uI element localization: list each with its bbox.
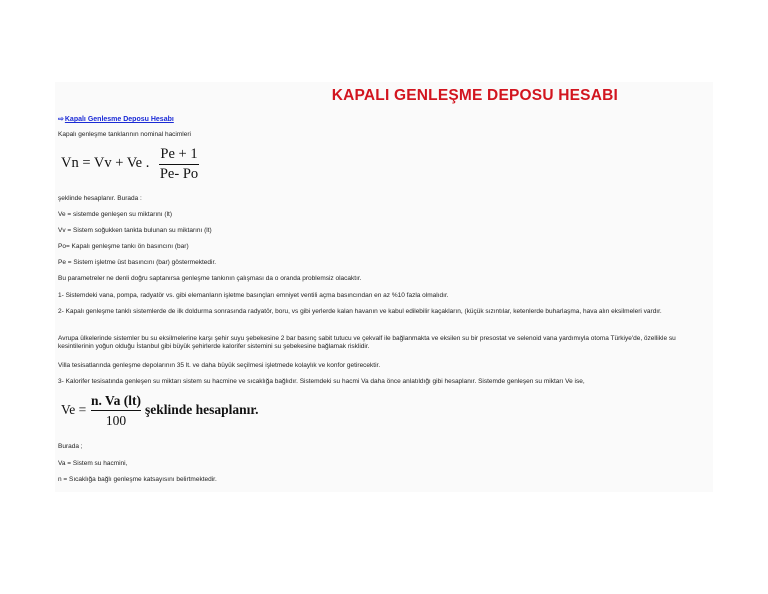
formula-lhs: Ve = <box>61 402 87 417</box>
intro-text: Kapalı genleşme tanklarının nominal hacimleri <box>58 131 191 138</box>
paragraph-line: şeklinde hesaplanır. Burada : <box>58 195 142 202</box>
formula-lhs: Vn = Vv + Ve . <box>61 155 150 171</box>
formula-fraction <box>91 393 141 429</box>
paragraph-line: n = Sıcaklığa bağlı genleşme katsayısını belirtmektedir. <box>58 476 217 483</box>
page-title: KAPALI GENLEŞME DEPOSU HESABI <box>331 87 618 104</box>
document-link[interactable] <box>58 115 174 123</box>
paragraph-line: 3- Kalorifer tesisatında genleşen su miktarı sistem su hacmine ve sıcaklığa bağlıdır. Sistemdeki su hacmi Va daha önce anlatıldığı gibi hesaplanır. Sistemde genleşen su miktarı Ve ise, <box>58 378 585 385</box>
formula-denominator: Pe- Po <box>159 166 199 182</box>
paragraph-line: Avrupa ülkelerinde sistemler bu su eksilmelerine karşı şehir suyu şebekesine 2 bar basınç sabit tutucu ve çekvalf ile bağlanmakta ve eksilen su bir presostat ve selenoid vana yardımıyla otoma Türkiye'de, özellikle su kesintilerinin yoğun olduğu İstanbul gibi büyük şehirlerde kalorifer sistemini su şebekesine bağlamak risklidir. <box>58 335 676 350</box>
formula-numerator: Pe + 1 <box>159 146 199 165</box>
paragraph-line: Bu parametreler ne denli doğru saptanırsa genleşme tankının çalışması da o oranda problemsiz olacaktır. <box>58 275 362 282</box>
paragraph-line: 1- Sistemdeki vana, pompa, radyatör vs. gibi elemanların işletme basınçları emniyet ventili açma basıncından en az %10 fazla olmalıdır. <box>58 292 449 299</box>
formula-numerator: n. Va (lt) <box>91 393 141 411</box>
formula-rhs: şeklinde hesaplanır. <box>145 402 259 417</box>
paragraph-line: Villa tesisatlarında genleşme depolarının 35 lt. ve daha büyük seçilmesi işletmede kolaylık ve konfor getirecektir. <box>58 362 381 369</box>
formula-denominator: 100 <box>105 413 127 428</box>
paragraph-line: Burada ; <box>58 443 83 450</box>
arrow-right-icon: ⇨ <box>58 116 64 123</box>
paragraph-line: Vv = Sistem soğukken tankta bulunan su miktarını (lt) <box>58 227 212 234</box>
paragraph-line: Pe = Sistem işletme üst basıncını (bar) göstermektedir. <box>58 259 217 266</box>
paragraph-line: 2- Kapalı genleşme tanklı sistemlerde de ilk doldurma sonrasında radyatör, boru, vs gibi yerlerde kalan havanın ve kabul edilebilir kaçakların, (küçük sızıntılar, ketenlerde buharlaşma, hava alın eksilmeleri vardır. <box>58 308 662 315</box>
document-page <box>55 82 713 492</box>
paragraph-line: Po= Kapalı genleşme tankı ön basıncını (bar) <box>58 243 189 250</box>
link-text[interactable]: Kapalı Genlesme Deposu Hesabı <box>64 116 174 123</box>
formula-fraction <box>159 146 199 183</box>
paragraph-line: Va = Sistem su hacmini, <box>58 460 128 467</box>
paragraph-line: Ve = sistemde genleşen su miktarını (lt) <box>58 211 172 218</box>
